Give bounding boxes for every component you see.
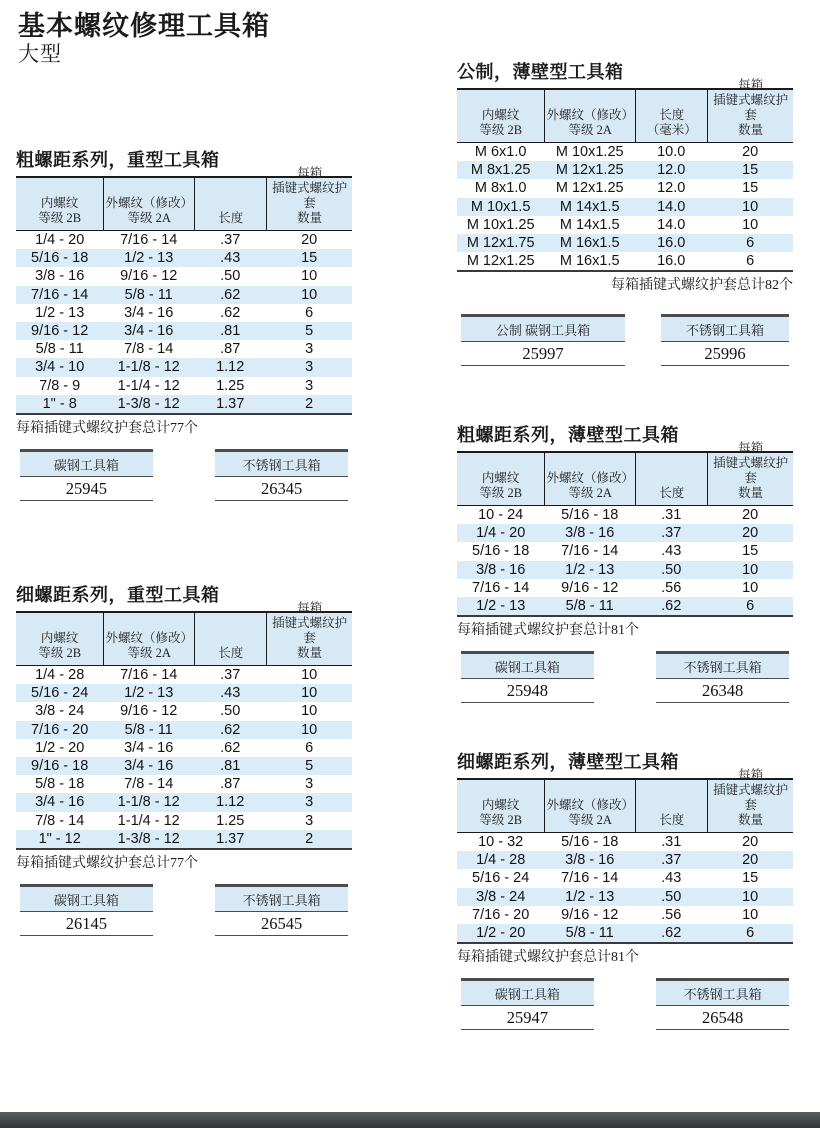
column-header: 每箱 插键式螺纹护套 数量 — [266, 178, 352, 230]
table-cell: 3 — [305, 776, 314, 793]
column-header: 每箱 插键式螺纹护套 数量 — [707, 453, 793, 505]
table-cell: 7/16 - 14 — [561, 543, 619, 560]
table-cell: .50 — [661, 888, 682, 905]
table-cell: 10 - 32 — [478, 834, 524, 851]
table-cell: 7/16 - 14 — [472, 579, 530, 596]
table-cell: .31 — [661, 834, 682, 851]
table-cell: 1/2 - 13 — [476, 598, 526, 615]
table-cell: .31 — [661, 507, 682, 524]
table-cell: M 14x1.5 — [559, 198, 620, 215]
column-header: 外螺纹（修改） 等级 2A — [544, 780, 635, 832]
table-cell: 1" - 8 — [42, 395, 77, 412]
table-cell: 1.12 — [216, 794, 245, 811]
table-row — [16, 322, 352, 340]
part-number: 26348 — [656, 679, 789, 703]
table-row — [457, 252, 793, 270]
box-label: 碳钢工具箱 — [20, 887, 153, 912]
column-header: 内螺纹 等级 2B — [479, 798, 523, 827]
box-label: 碳钢工具箱 — [461, 981, 594, 1006]
part-number-box — [656, 978, 789, 1030]
table-cell: 1/2 - 13 — [35, 304, 85, 321]
table-body — [457, 833, 793, 944]
part-number-boxes — [457, 651, 793, 703]
table-cell: 5/16 - 18 — [561, 507, 619, 524]
table-cell: 16.0 — [657, 253, 686, 270]
table-cell: 1/2 - 20 — [35, 739, 85, 756]
table-cell: M 10x1.5 — [470, 198, 531, 215]
table-row — [16, 666, 352, 684]
part-number: 26548 — [656, 1006, 789, 1030]
table-cell: 3 — [305, 812, 314, 829]
table-cell: 6 — [305, 739, 314, 756]
table-cell: .56 — [661, 906, 682, 923]
table-cell: .56 — [661, 579, 682, 596]
table-cell: 5 — [305, 758, 314, 775]
part-number-box — [656, 651, 789, 703]
table-cell: 6 — [305, 304, 314, 321]
table-cell: M 10x1.25 — [466, 216, 535, 233]
column-header: 外螺纹（修改） 等级 2A — [103, 178, 194, 230]
table-cell: M 16x1.5 — [559, 253, 620, 270]
table-cell: 15 — [301, 250, 318, 267]
table-cell: 16.0 — [657, 235, 686, 252]
table-cell: 20 — [742, 834, 759, 851]
table-cell: 1.37 — [216, 395, 245, 412]
box-label: 不锈钢工具箱 — [215, 887, 348, 912]
part-number-box — [461, 314, 625, 366]
table-row — [16, 793, 352, 811]
table-cell: .50 — [661, 561, 682, 578]
table-row — [457, 579, 793, 597]
table-row — [457, 851, 793, 869]
column-header: 外螺纹（修改） 等级 2A — [544, 453, 635, 505]
part-number-boxes — [457, 314, 793, 366]
table-cell: 1-3/8 - 12 — [117, 830, 180, 847]
table-cell: 5/8 - 11 — [565, 598, 614, 615]
table-row — [457, 143, 793, 161]
part-number: 25948 — [461, 679, 594, 703]
column-header: 每箱 插键式螺纹护套 数量 — [707, 780, 793, 832]
table-cell: .81 — [220, 323, 241, 340]
table-row — [457, 506, 793, 524]
table-cell: 3/4 - 16 — [124, 739, 174, 756]
table-cell: .62 — [220, 721, 241, 738]
table-cell: .37 — [661, 525, 682, 542]
table-cell: 5/16 - 18 — [31, 250, 89, 267]
table-cell: .81 — [220, 758, 241, 775]
part-number-box — [20, 884, 153, 936]
table-cell: M 12x1.25 — [555, 180, 624, 197]
table-cell: 9/16 - 12 — [31, 323, 89, 340]
table-cell: M 8x1.25 — [470, 162, 531, 179]
section-fine-thin — [457, 748, 793, 1030]
table-cell: 3/8 - 24 — [476, 888, 526, 905]
table-cell: 9/16 - 12 — [120, 703, 178, 720]
table-cell: .50 — [220, 703, 241, 720]
table-cell: 9/16 - 12 — [120, 268, 178, 285]
table-header-row — [457, 441, 793, 506]
column-header: 长度 — [635, 780, 707, 832]
data-table — [457, 441, 793, 617]
table-cell: 7/8 - 9 — [39, 377, 81, 394]
table-cell: 5/16 - 18 — [561, 834, 619, 851]
table-cell: M 14x1.5 — [559, 216, 620, 233]
table-cell: 20 — [742, 507, 759, 524]
part-number: 25945 — [20, 477, 153, 501]
table-cell: 10 — [301, 721, 318, 738]
table-row — [16, 340, 352, 358]
table-row — [457, 216, 793, 234]
part-number-box — [215, 884, 348, 936]
part-number-box — [461, 651, 594, 703]
table-cell: 5/16 - 24 — [472, 870, 530, 887]
table-cell: 3 — [305, 341, 314, 358]
table-cell: 3/4 - 16 — [35, 794, 85, 811]
table-cell: 1/2 - 13 — [124, 250, 174, 267]
table-cell: 14.0 — [657, 198, 686, 215]
part-number-box — [661, 314, 789, 366]
table-cell: 3/8 - 24 — [35, 703, 85, 720]
table-row — [457, 833, 793, 851]
table-cell: 10 — [301, 667, 318, 684]
table-cell: 3/4 - 10 — [35, 359, 85, 376]
table-row — [457, 198, 793, 216]
table-row — [16, 812, 352, 830]
table-cell: 3 — [305, 359, 314, 376]
table-cell: 7/8 - 14 — [124, 776, 174, 793]
table-cell: 12.0 — [657, 162, 686, 179]
column-header: 每箱 插键式螺纹护套 数量 — [707, 90, 793, 142]
part-number-boxes — [457, 978, 793, 1030]
section-coarse-heavy — [16, 146, 352, 501]
table-row — [16, 739, 352, 757]
table-cell: 7/16 - 20 — [31, 721, 89, 738]
table-cell: 1/4 - 28 — [476, 852, 526, 869]
table-header-row — [457, 78, 793, 143]
table-row — [16, 377, 352, 395]
data-table — [457, 768, 793, 944]
table-cell: M 12x1.75 — [466, 235, 535, 252]
page-subtitle: 大型 — [18, 43, 62, 66]
table-cell: 5/16 - 24 — [31, 685, 89, 702]
table-cell: 10 — [742, 216, 759, 233]
table-cell: 1/4 - 20 — [476, 525, 526, 542]
part-number: 25997 — [461, 342, 625, 366]
table-cell: M 10x1.25 — [555, 144, 624, 161]
table-cell: 1-1/8 - 12 — [117, 359, 180, 376]
column-header: 长度 — [194, 178, 266, 230]
section-heading: 细螺距系列，重型工具箱 — [16, 585, 220, 605]
table-cell: M 8x1.0 — [474, 180, 527, 197]
table-cell: 9/16 - 12 — [561, 579, 619, 596]
table-row — [16, 830, 352, 848]
table-cell: 9/16 - 12 — [561, 906, 619, 923]
table-cell: .43 — [220, 685, 241, 702]
table-row — [457, 524, 793, 542]
table-cell: .62 — [661, 598, 682, 615]
table-row — [16, 395, 352, 413]
table-cell: 1.25 — [216, 812, 245, 829]
section-fine-heavy — [16, 581, 352, 936]
table-cell: 15 — [742, 543, 759, 560]
table-row — [457, 161, 793, 179]
box-label: 碳钢工具箱 — [461, 654, 594, 679]
table-cell: 10 — [301, 685, 318, 702]
table-cell: 1.25 — [216, 377, 245, 394]
table-cell: 20 — [742, 525, 759, 542]
table-cell: 7/16 - 20 — [472, 906, 530, 923]
table-cell: 7/16 - 14 — [561, 870, 619, 887]
section-heading: 粗螺距系列，重型工具箱 — [16, 150, 220, 170]
table-cell: 3/8 - 16 — [565, 852, 615, 869]
part-number-box — [461, 978, 594, 1030]
table-cell: 10 — [301, 286, 318, 303]
box-label: 不锈钢工具箱 — [656, 654, 789, 679]
box-label: 不锈钢工具箱 — [215, 452, 348, 477]
table-cell: .50 — [220, 268, 241, 285]
table-cell: 10 — [742, 561, 759, 578]
table-row — [16, 757, 352, 775]
table-cell: 1-1/8 - 12 — [117, 794, 180, 811]
table-footnote: 每箱插键式螺纹护套总计77个 — [16, 855, 198, 871]
table-cell: .37 — [220, 667, 241, 684]
section-coarse-thin — [457, 421, 793, 703]
table-cell: 12.0 — [657, 180, 686, 197]
table-cell: 1/2 - 13 — [565, 888, 615, 905]
table-row — [16, 267, 352, 285]
table-row — [457, 234, 793, 252]
table-cell: 15 — [742, 162, 759, 179]
table-cell: 3/4 - 16 — [124, 758, 174, 775]
table-row — [457, 888, 793, 906]
table-cell: 10 — [742, 888, 759, 905]
table-cell: 3 — [305, 377, 314, 394]
part-number: 26345 — [215, 477, 348, 501]
table-cell: 3/8 - 16 — [476, 561, 526, 578]
table-cell: 3 — [305, 794, 314, 811]
table-cell: .37 — [220, 232, 241, 249]
table-body — [16, 231, 352, 415]
table-cell: .87 — [220, 341, 241, 358]
table-footnote: 每箱插键式螺纹护套总计77个 — [16, 420, 198, 436]
table-body — [457, 506, 793, 617]
table-row — [16, 358, 352, 376]
table-cell: 1.12 — [216, 359, 245, 376]
table-body — [457, 143, 793, 272]
table-footnote: 每箱插键式螺纹护套总计81个 — [457, 950, 639, 966]
part-number-boxes — [16, 449, 352, 501]
data-table — [16, 601, 352, 850]
table-cell: 7/16 - 14 — [120, 232, 178, 249]
table-cell: 1" - 12 — [38, 830, 81, 847]
table-cell: 9/16 - 18 — [31, 758, 89, 775]
box-label: 不锈钢工具箱 — [656, 981, 789, 1006]
table-cell: 10 — [742, 579, 759, 596]
table-cell: 1/2 - 20 — [476, 925, 526, 942]
table-cell: 1/4 - 20 — [35, 232, 85, 249]
section-heading: 细螺距系列，薄壁型工具箱 — [457, 752, 679, 772]
column-header: 内螺纹 等级 2B — [38, 631, 82, 660]
data-table — [16, 166, 352, 415]
table-cell: 1/2 - 13 — [124, 685, 174, 702]
table-header-row — [16, 601, 352, 666]
table-cell: 10 — [301, 268, 318, 285]
column-header: 外螺纹（修改） 等级 2A — [103, 613, 194, 665]
column-header: 内螺纹 等级 2B — [479, 108, 523, 137]
data-table — [457, 78, 793, 272]
column-header: 长度 （毫米） — [635, 90, 707, 142]
table-body — [16, 666, 352, 850]
part-number: 25996 — [661, 342, 789, 366]
table-row — [16, 702, 352, 720]
table-cell: 14.0 — [657, 216, 686, 233]
table-cell: 5/8 - 11 — [35, 341, 84, 358]
box-label: 不锈钢工具箱 — [661, 317, 789, 342]
table-cell: 15 — [742, 180, 759, 197]
table-cell: 6 — [746, 235, 755, 252]
part-number: 26545 — [215, 912, 348, 936]
box-label: 碳钢工具箱 — [20, 452, 153, 477]
table-row — [16, 684, 352, 702]
table-cell: .43 — [661, 543, 682, 560]
table-cell: 3/4 - 16 — [124, 304, 174, 321]
table-cell: 3/8 - 16 — [565, 525, 615, 542]
table-cell: 5/16 - 18 — [472, 543, 530, 560]
table-cell: 5/8 - 11 — [565, 925, 614, 942]
column-header: 长度 — [194, 613, 266, 665]
table-cell: 5/8 - 11 — [124, 721, 173, 738]
table-cell: .43 — [220, 250, 241, 267]
table-cell: 10 — [742, 198, 759, 215]
column-header: 内螺纹 等级 2B — [38, 196, 82, 225]
column-header: 每箱 插键式螺纹护套 数量 — [266, 613, 352, 665]
table-header-row — [16, 166, 352, 231]
table-cell: 1-1/4 - 12 — [117, 812, 180, 829]
table-cell: M 16x1.5 — [559, 235, 620, 252]
table-cell: 6 — [746, 598, 755, 615]
table-row — [16, 286, 352, 304]
table-cell: 20 — [301, 232, 318, 249]
column-header: 外螺纹（修改） 等级 2A — [544, 90, 635, 142]
table-cell: 5/8 - 11 — [124, 286, 173, 303]
table-row — [16, 775, 352, 793]
table-row — [16, 249, 352, 267]
box-label: 公制 碳钢工具箱 — [461, 317, 625, 342]
table-cell: 7/16 - 14 — [31, 286, 89, 303]
section-metric-thin — [457, 58, 793, 366]
table-cell: 10 — [742, 906, 759, 923]
table-cell: 6 — [746, 925, 755, 942]
table-cell: .37 — [661, 852, 682, 869]
part-number: 25947 — [461, 1006, 594, 1030]
table-row — [16, 231, 352, 249]
table-cell: 3/4 - 16 — [124, 323, 174, 340]
window-bottom-bar — [0, 1112, 820, 1128]
table-cell: 10.0 — [657, 144, 686, 161]
table-cell: 1-1/4 - 12 — [117, 377, 180, 394]
section-heading: 粗螺距系列，薄壁型工具箱 — [457, 425, 679, 445]
table-cell: .62 — [220, 739, 241, 756]
table-row — [457, 924, 793, 942]
table-header-row — [457, 768, 793, 833]
table-footnote: 每箱插键式螺纹护套总计82个 — [611, 278, 793, 294]
table-cell: 7/8 - 14 — [35, 812, 85, 829]
table-cell: 10 - 24 — [478, 507, 524, 524]
table-cell: 1/4 - 28 — [35, 667, 85, 684]
table-cell: M 12x1.25 — [466, 253, 535, 270]
table-row — [457, 597, 793, 615]
section-heading: 公制，薄壁型工具箱 — [457, 62, 624, 82]
part-number: 26145 — [20, 912, 153, 936]
table-cell: 2 — [305, 395, 314, 412]
table-row — [457, 906, 793, 924]
table-row — [457, 561, 793, 579]
table-footnote: 每箱插键式螺纹护套总计81个 — [457, 623, 639, 639]
table-cell: .62 — [661, 925, 682, 942]
part-number-box — [215, 449, 348, 501]
table-cell: 7/16 - 14 — [120, 667, 178, 684]
table-cell: 20 — [742, 144, 759, 161]
table-row — [457, 869, 793, 887]
table-cell: 7/8 - 14 — [124, 341, 174, 358]
table-cell: 3/8 - 16 — [35, 268, 85, 285]
table-cell: 6 — [746, 253, 755, 270]
table-cell: 20 — [742, 852, 759, 869]
table-cell: .43 — [661, 870, 682, 887]
table-cell: 15 — [742, 870, 759, 887]
table-cell: 5/8 - 18 — [35, 776, 85, 793]
table-cell: 2 — [305, 830, 314, 847]
table-cell: M 6x1.0 — [474, 144, 527, 161]
table-row — [457, 179, 793, 197]
column-header: 长度 — [635, 453, 707, 505]
table-cell: 10 — [301, 703, 318, 720]
page-title: 基本螺纹修理工具箱 — [18, 11, 270, 41]
table-cell: 1-3/8 - 12 — [117, 395, 180, 412]
table-cell: M 12x1.25 — [555, 162, 624, 179]
part-number-box — [20, 449, 153, 501]
table-cell: .62 — [220, 304, 241, 321]
table-cell: .62 — [220, 286, 241, 303]
table-row — [16, 304, 352, 322]
table-row — [457, 542, 793, 560]
part-number-boxes — [16, 884, 352, 936]
table-row — [16, 721, 352, 739]
table-cell: 5 — [305, 323, 314, 340]
table-cell: 1.37 — [216, 830, 245, 847]
column-header: 内螺纹 等级 2B — [479, 471, 523, 500]
table-cell: .87 — [220, 776, 241, 793]
table-cell: 1/2 - 13 — [565, 561, 615, 578]
